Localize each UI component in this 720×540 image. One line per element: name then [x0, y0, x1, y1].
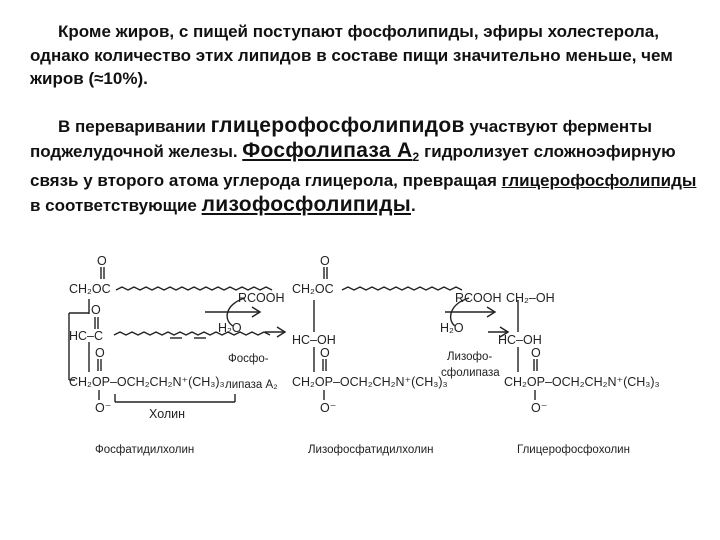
- m2-row1: CH₂OC: [292, 282, 334, 296]
- text-segment: гидролизует сложноэфирную связь у второго атома углерода глицерола, превращая: [30, 141, 676, 190]
- m1-row1: CH₂OC: [69, 282, 111, 296]
- m1-choline-label: Холин: [149, 407, 186, 421]
- m2-phosphate-o: O: [320, 346, 330, 360]
- m3-row2: HC–OH: [498, 333, 542, 347]
- term-glycerophospholipids-underlined: глицерофосфолипиды: [501, 171, 697, 190]
- paragraph-intro: [30, 20, 700, 91]
- text-segment: в соответствующие: [30, 195, 202, 215]
- m1-carbonyl-o2: O: [91, 303, 101, 317]
- reaction-scheme: [55, 250, 665, 465]
- m3-phosphate-o-minus: O⁻: [531, 401, 548, 415]
- term-phospholipase-subscript: 2: [412, 149, 420, 164]
- arrow2-enzyme-line2: сфолипаза: [441, 367, 500, 379]
- text-segment: .: [410, 195, 416, 215]
- term-lysophospholipids: лизофосфолипиды: [201, 192, 411, 216]
- m3-row1: CH₂–OH: [506, 291, 555, 305]
- m1-row4: CH₂OP–OCH₂CH₂N⁺(CH₃)₃: [69, 375, 225, 389]
- m3-name: Глицерофосфохолин: [517, 444, 630, 456]
- text-segment: участвуют ферменты поджелудочной железы.: [30, 117, 653, 161]
- paragraph-intro-text: Кроме жиров, с пищей поступают фосфолипиды, эфиры холестерола, однако количество этих липидов в составе пищи значительно меньше, чем жиров (≈10%).: [30, 22, 673, 88]
- m2-row4: CH₂OP–OCH₂CH₂N⁺(CH₃)₃: [292, 375, 448, 389]
- arrow1-rcooh: RCOOH: [238, 291, 285, 305]
- arrow2-water: H₂O: [440, 321, 464, 335]
- arrow1-water: H₂O: [218, 321, 242, 335]
- m1-row2: HC–C: [69, 329, 104, 343]
- m2-carbonyl-o: O: [320, 254, 330, 268]
- arrow1-enzyme-line2: липаза A₂: [225, 379, 278, 391]
- arrow1-enzyme-line1: Фосфо-: [228, 353, 269, 365]
- term-phospholipase: [242, 139, 419, 162]
- m1-name: Фосфатидилхолин: [95, 444, 195, 456]
- text-segment: В переваривании: [58, 117, 211, 136]
- m2-phosphate-o-minus: O⁻: [320, 401, 337, 415]
- paragraph-phospholipase: [30, 114, 700, 217]
- m1-phosphate-o: O: [95, 346, 105, 360]
- arrow2-enzyme-line1: Лизофо-: [447, 351, 493, 363]
- m3-row4: CH₂OP–OCH₂CH₂N⁺(CH₃)₃: [504, 375, 660, 389]
- arrow2-rcooh: RCOOH: [455, 291, 502, 305]
- term-phospholipase-label: Фосфолипаза А: [242, 138, 413, 162]
- term-glycerophospholipids: глицерофосфолипидов: [210, 114, 465, 137]
- m1-carbonyl-o: O: [97, 254, 107, 268]
- m2-name: Лизофосфатидилхолин: [308, 444, 434, 456]
- m3-phosphate-o: O: [531, 346, 541, 360]
- m1-phosphate-o-minus: O⁻: [95, 401, 112, 415]
- m2-row2: HC–OH: [292, 333, 336, 347]
